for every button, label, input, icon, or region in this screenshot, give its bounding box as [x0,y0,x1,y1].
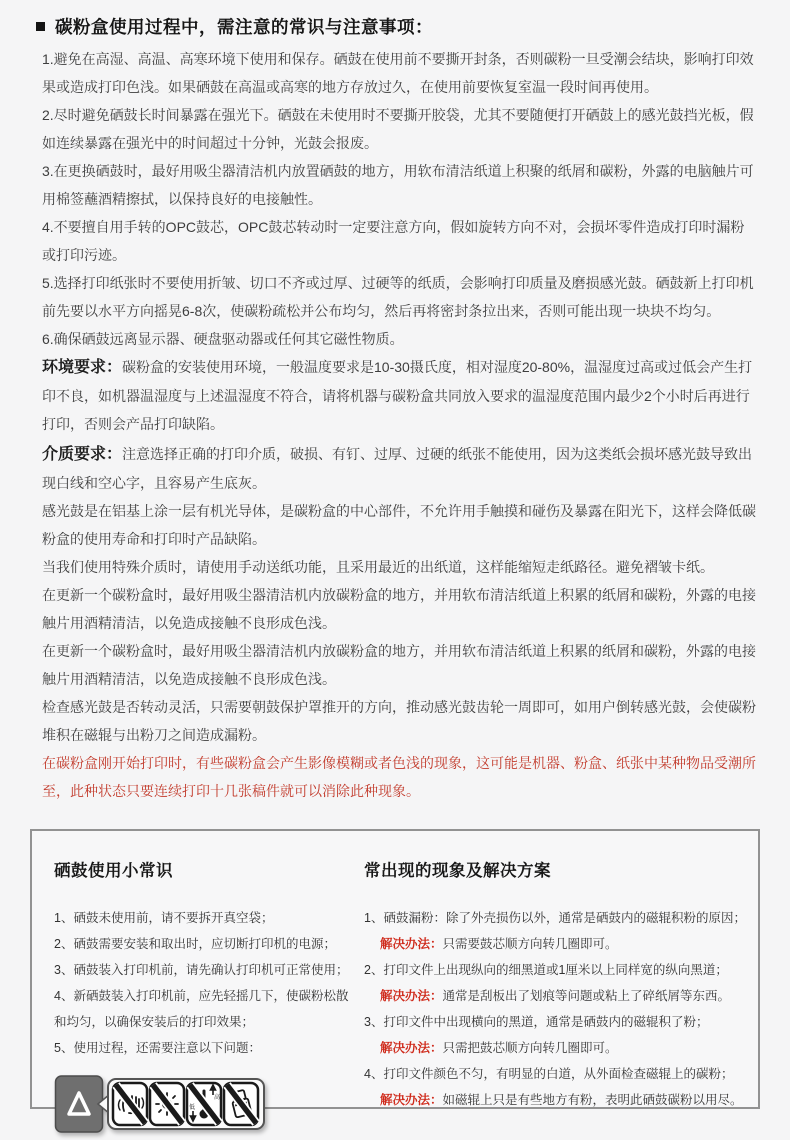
page-title: 碳粉盒使用过程中，需注意的常识与注意事项： [55,17,433,37]
media-requirements-text: 注意选择正确的打印介质，破损、有钉、过厚、过硬的纸张不能使用，因为这类纸会损坏感光鼓导致出现白线和空心字，且容易产生底灰。 [42,446,753,491]
paragraph-check-drum: 检查感光鼓是否转动灵活，只需要朝鼓保护罩推开的方向，推动感光鼓齿轮一周即可，如用户倒转感光鼓，会使碳粉堆积在磁辊与出粉刀之间造成漏粉。 [42,699,756,743]
page-title-row [0,8,790,43]
no-tilt-cartridge-icon [224,1083,258,1125]
solution-text: 通常是刮板出了划痕等问题或粘上了碎纸屑等东西。 [442,989,731,1003]
problem-item: 1、硒鼓漏粉：除了外壳损伤以外，通常是硒鼓内的磁辊积粉的原因； [364,911,746,925]
tips-box-right-column [364,855,748,1107]
no-temperature-extreme-icon [187,1083,221,1125]
note-item-3: 3.在更换硒鼓时，最好用吸尘器清洁机内放置硒鼓的地方，用软布清洁纸道上积聚的纸屑和碳粉，外露的电脑触片可用棉签蘸酒精擦拭，以保持良好的电接触性。 [42,163,754,207]
media-requirements-label: 介质要求： [42,446,123,463]
tips-box [30,829,760,1109]
list-item: 4、新硒鼓装入打印机前，应先轻摇几下，使碳粉松散和均匀，以确保安装后的打印效果； [54,989,349,1029]
no-strong-light-icon [150,1083,184,1125]
solution-text: 如磁辊上只是有些地方有粉，表明此硒鼓碳粉以用尽。 [442,1093,743,1107]
no-touch-hand-icon [113,1083,147,1125]
paragraph-replace-cartridge-2: 在更新一个碳粉盒时，最好用吸尘器清洁机内放碳粉盒的地方，并用软布清洁纸道上积累的纸屑和碳粉，外露的电接触片用酒精清洁，以免造成接触不良形成色浅。 [42,643,756,687]
paragraph-opc-drum: 感光鼓是在铝基上涂一层有机光导体，是碳粉盒的中心部件，不允许用手触摸和碰伤及暴露在阳光下，这样会降低碳粉盒的使用寿命和打印时产品缺陷。 [42,503,756,547]
media-requirements [42,440,756,497]
warning-triangle-icon [56,1076,103,1132]
solution-item [364,983,748,1009]
list-item: 5、使用过程，还需要注意以下问题： [54,1041,261,1055]
problem-item: 4、打印文件颜色不匀，有明显的白道，从外面检查磁辊上的碳粉； [364,1067,734,1081]
problems-solutions-list [364,905,748,1113]
red-warning-note: 在碳粉盒刚开始打印时，有些碳粉盒会产生影像模糊或者色浅的现象，这可能是机器、粉盒、纸张中某种物品受潮所至，此种状态只要连续打印十几张稿件就可以消除此种现象。 [42,755,756,799]
thermometer-low-label: 低 [189,1105,196,1111]
warning-icons-strip [54,1073,266,1135]
solution-item [364,1087,748,1113]
tips-right-heading: 常出现的现象及解决方案 [364,862,551,880]
environment-requirements-label: 环境要求： [42,359,123,376]
solution-text: 只需把鼓芯顺方向转几圈即可。 [442,1041,618,1055]
list-item: 2、硒鼓需要安装和取出时，应切断打印机的电源； [54,937,336,951]
list-item: 3、硒鼓装入打印机前，请先确认打印机可正常使用； [54,963,349,977]
solution-item [364,931,748,957]
note-item-4: 4.不要擅自用手转的OPC鼓芯，OPC鼓芯转动时一定要注意方向，假如旋转方向不对，会损坏零件造成打印时漏粉或打印污迹。 [42,219,745,263]
problem-item: 2、打印文件上出现纵向的细黑道或1厘米以上同样宽的纵向黑道； [364,963,728,977]
solution-label: 解决办法： [380,1093,443,1107]
solution-label: 解决办法： [380,989,443,1003]
tips-box-left-column [54,855,354,1111]
list-item: 1、硒鼓未使用前，请不要拆开真空袋； [54,911,274,925]
note-item-2: 2.尽时避免硒鼓长时间暴露在强光下。硒鼓在未使用时不要撕开胶袋，尤其不要随便打开硒鼓上的感光鼓挡光板，假如连续暴露在强光中的时间超过十分钟，光鼓会报废。 [42,107,754,151]
solution-item [364,1035,748,1061]
note-item-5: 5.选择打印纸张时不要使用折皱、切口不齐或过厚、过硬等的纸质，会影响打印质量及磨损感光鼓。硒鼓新上打印机前先要以水平方向摇晃6-8次，使碳粉疏松并公布均匀，然后再将密封条拉出来，否则可能出现一块块不均匀。 [42,275,754,319]
solution-text: 只需要鼓芯顺方向转几圈即可。 [442,937,618,951]
solution-label: 解决办法： [380,1041,443,1055]
thermometer-high-label: 高 [214,1095,221,1101]
environment-requirements [42,353,756,438]
square-bullet-icon [36,22,45,31]
paragraph-special-media: 当我们使用特殊介质时，请使用手动送纸功能，且采用最近的出纸道，这样能缩短走纸路径。避免褶皱卡纸。 [42,559,714,575]
paragraph-replace-cartridge-1: 在更新一个碳粉盒时，最好用吸尘器清洁机内放碳粉盒的地方，并用软布清洁纸道上积累的纸屑和碳粉，外露的电接触片用酒精清洁，以免造成接触不良形成色浅。 [42,587,756,631]
drum-usage-tips-list [54,905,354,1061]
solution-label: 解决办法： [380,937,443,951]
body-text [0,43,790,805]
tips-left-heading: 硒鼓使用小常识 [54,862,173,880]
environment-requirements-text: 碳粉盒的安装使用环境，一般温度要求是10-30摄氏度，相对湿度20-80%，温湿度过高或过低会产生打印不良，如机器温湿度与上述温湿度不符合，请将机器与碳粉盒共同放入要求的温湿度范围内最少2个小时后再进行打印，否则会产品打印缺陷。 [42,359,753,432]
problem-item: 3、打印文件中出现横向的黑道，通常是硒鼓内的磁辊积了粉； [364,1015,709,1029]
note-item-1: 1.避免在高湿、高温、高寒环境下使用和保存。硒鼓在使用前不要撕开封条，否则碳粉一旦受潮会结块，影响打印效果或造成打印色浅。如果硒鼓在高温或高寒的地方存放过久，在使用前要恢复室温一段时间再使用。 [42,51,754,95]
note-item-6: 6.确保硒鼓远离显示器、硬盘驱动器或任何其它磁性物质。 [42,331,404,347]
